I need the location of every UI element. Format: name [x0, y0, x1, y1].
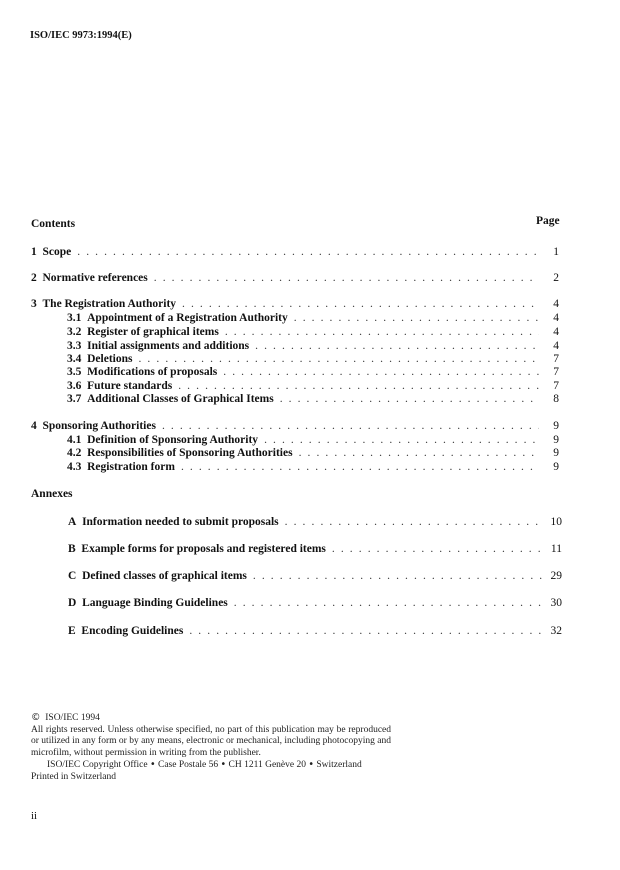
- toc-entry-title: The Registration Authority: [42, 298, 177, 310]
- copyright-symbol: ©: [31, 712, 41, 723]
- copyright-line: [31, 712, 391, 725]
- office-postal-box: Case Postale 56: [157, 760, 219, 770]
- toc-entry-page: 4: [553, 340, 559, 352]
- leader-dots: [154, 271, 539, 285]
- leader-dots: [138, 352, 539, 366]
- annex-letter: B: [68, 543, 76, 555]
- toc-entry-4[interactable]: [31, 419, 559, 433]
- leader-dots: [189, 624, 542, 638]
- toc-entry-page: 4: [553, 326, 559, 338]
- leader-dots: [234, 596, 542, 610]
- toc-entry-title: Additional Classes of Graphical Items: [87, 393, 274, 405]
- toc-entry-page: 9: [553, 434, 559, 446]
- document-id: ISO/IEC 9973:1994(E): [30, 30, 132, 41]
- annex-letter: A: [68, 516, 77, 528]
- toc-entry-title: Appointment of a Registration Authority: [87, 312, 288, 324]
- toc-entry-title: Normative references: [42, 272, 148, 284]
- toc-entry-title: Responsibilities of Sponsoring Authorities: [87, 447, 293, 459]
- annex-entry-d[interactable]: [68, 596, 562, 610]
- toc-entry-4-1[interactable]: [67, 433, 559, 447]
- toc-entry-1[interactable]: [31, 245, 559, 259]
- toc-entry-number: 4.2: [67, 447, 82, 459]
- annex-letter: C: [68, 570, 77, 582]
- copyright-notice: All rights reserved. Unless otherwise specified, no part of this publication may be reproduced or utilized in any form or by any means, electronic or mechanical, including photocopying and microfilm, without permission in writing from the publisher.: [31, 724, 391, 758]
- toc-entry-page: 4: [553, 298, 559, 310]
- page-column-heading: Page: [536, 215, 560, 227]
- toc-entry-title: Registration form: [87, 461, 175, 473]
- leader-dots: [253, 569, 542, 583]
- toc-entry-page: 8: [553, 393, 559, 405]
- leader-dots: [264, 433, 539, 447]
- toc-entry-title: Modifications of proposals: [87, 366, 218, 378]
- toc-entry-number: 3.2: [67, 326, 82, 338]
- copyright-office-address: [31, 759, 391, 772]
- annex-entry-c[interactable]: [68, 569, 562, 583]
- toc-entry-page: 7: [553, 353, 559, 365]
- toc-entry-3-5[interactable]: [67, 365, 559, 379]
- toc-entry-title: Definition of Sponsoring Authority: [87, 434, 259, 446]
- office-city: CH 1211 Genève 20: [228, 760, 306, 770]
- leader-dots: [225, 325, 539, 339]
- annex-page: 30: [550, 597, 562, 609]
- toc-entry-number: 3.1: [67, 312, 82, 324]
- toc-entry-3-1[interactable]: [67, 311, 559, 325]
- toc-entry-page: 7: [553, 366, 559, 378]
- leader-dots: [332, 542, 542, 556]
- leader-dots: [299, 446, 539, 460]
- toc-entry-page: 2: [553, 272, 559, 284]
- toc-entry-title: Deletions: [87, 353, 133, 365]
- toc-entry-number: 3.3: [67, 340, 82, 352]
- annex-page: 10: [550, 516, 562, 528]
- toc-entry-4-2[interactable]: [67, 446, 559, 460]
- toc-entry-page: 1: [553, 246, 559, 258]
- leader-dots: [285, 515, 542, 529]
- annexes-heading: Annexes: [31, 488, 73, 500]
- leader-dots: [280, 392, 539, 406]
- toc-entry-3-2[interactable]: [67, 325, 559, 339]
- toc-entry-3-7[interactable]: [67, 392, 559, 406]
- leader-dots: [178, 379, 539, 393]
- toc-entry-3-4[interactable]: [67, 352, 559, 366]
- annex-letter: D: [68, 597, 77, 609]
- annex-page: 29: [550, 570, 562, 582]
- toc-entry-title: Initial assignments and additions: [87, 340, 250, 352]
- toc-entry-page: 9: [553, 420, 559, 432]
- annex-entry-e[interactable]: [68, 624, 562, 638]
- leader-dots: [182, 297, 539, 311]
- toc-entry-2[interactable]: [31, 271, 559, 285]
- toc-entry-number: 1: [31, 246, 37, 258]
- toc-entry-number: 3.4: [67, 353, 82, 365]
- annex-letter: E: [68, 625, 76, 637]
- copyright-block: [31, 712, 391, 783]
- toc-entry-number: 3.7: [67, 393, 82, 405]
- office-country: Switzerland: [316, 760, 362, 770]
- toc-entry-number: 4: [31, 420, 37, 432]
- annex-title: Example forms for proposals and registered items: [81, 543, 326, 555]
- toc-entry-title: Sponsoring Authorities: [42, 420, 156, 432]
- toc-entry-3-3[interactable]: [67, 339, 559, 353]
- toc-entry-title: Register of graphical items: [87, 326, 219, 338]
- annex-entry-a[interactable]: [68, 515, 562, 529]
- toc-entry-title: Scope: [42, 246, 72, 258]
- leader-dots: [181, 460, 539, 474]
- toc-entry-number: 3.5: [67, 366, 82, 378]
- annex-title: Encoding Guidelines: [81, 625, 184, 637]
- office-name: ISO/IEC Copyright Office: [47, 760, 148, 770]
- toc-entry-title: Future standards: [87, 380, 173, 392]
- printed-in: Printed in Switzerland: [31, 771, 116, 782]
- annex-page: 11: [550, 543, 562, 555]
- separator-bullet: •: [220, 759, 227, 770]
- toc-entry-number: 2: [31, 272, 37, 284]
- leader-dots: [77, 245, 539, 259]
- annex-title: Information needed to submit proposals: [82, 516, 279, 528]
- annex-title: Language Binding Guidelines: [82, 597, 228, 609]
- toc-entry-4-3[interactable]: [67, 460, 559, 474]
- toc-entry-number: 4.1: [67, 434, 82, 446]
- leader-dots: [294, 311, 539, 325]
- leader-dots: [162, 419, 539, 433]
- page-number: ii: [31, 810, 38, 822]
- annex-title: Defined classes of graphical items: [82, 570, 247, 582]
- toc-entry-page: 7: [553, 380, 559, 392]
- toc-entry-page: 9: [553, 461, 559, 473]
- toc-entry-page: 9: [553, 447, 559, 459]
- annex-entry-b[interactable]: [68, 542, 562, 556]
- toc-entry-3-6[interactable]: [67, 379, 559, 393]
- toc-entry-number: 4.3: [67, 461, 82, 473]
- toc-entry-3[interactable]: [31, 297, 559, 311]
- toc-entry-number: 3: [31, 298, 37, 310]
- separator-bullet: •: [308, 759, 314, 770]
- annex-page: 32: [550, 625, 562, 637]
- toc-entry-number: 3.6: [67, 380, 82, 392]
- copyright-holder: ISO/IEC 1994: [45, 713, 100, 723]
- contents-heading: Contents: [31, 218, 76, 230]
- separator-bullet: •: [150, 759, 156, 770]
- toc-entry-page: 4: [553, 312, 559, 324]
- leader-dots: [255, 339, 539, 353]
- leader-dots: [223, 365, 539, 379]
